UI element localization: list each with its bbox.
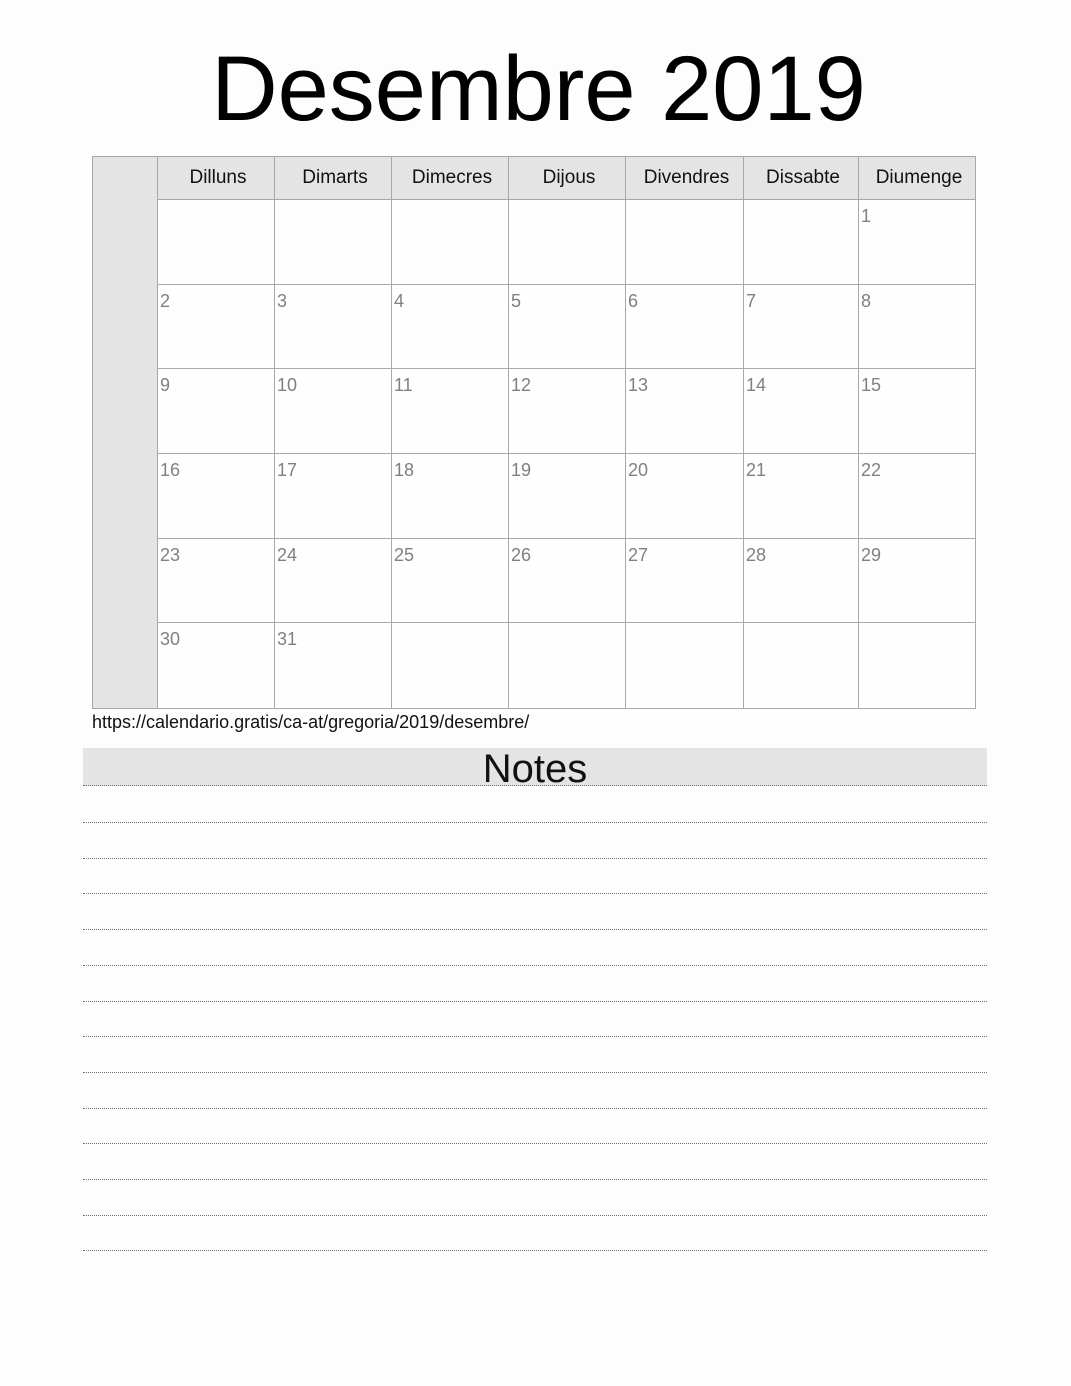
day-cell: 24 (275, 539, 392, 624)
note-line (83, 1001, 987, 1002)
day-cell: 22 (859, 454, 975, 539)
day-cell: 16 (158, 454, 275, 539)
note-line (83, 858, 987, 859)
day-cell: 14 (744, 369, 859, 454)
note-line (83, 965, 987, 966)
note-line (83, 822, 987, 823)
week-number-column (93, 157, 158, 708)
day-cell: 26 (509, 539, 626, 624)
source-url: https://calendario.gratis/ca-at/gregoria/2019/desembre/ (92, 712, 530, 732)
day-cell: 19 (509, 454, 626, 539)
day-cell (744, 200, 859, 285)
day-grid (158, 200, 975, 708)
day-cell: 2 (158, 285, 275, 370)
day-cell: 10 (275, 369, 392, 454)
day-cell: 4 (392, 285, 509, 370)
day-cell: 28 (744, 539, 859, 624)
weekday-thursday: Dijous (509, 157, 626, 199)
day-cell (158, 200, 275, 285)
day-cell (509, 200, 626, 285)
day-cell: 8 (859, 285, 975, 370)
day-cell (626, 200, 744, 285)
day-cell: 12 (509, 369, 626, 454)
month-calendar (92, 156, 976, 709)
day-cell: 11 (392, 369, 509, 454)
note-line (83, 1215, 987, 1216)
day-cell: 9 (158, 369, 275, 454)
day-cell: 17 (275, 454, 392, 539)
note-line (83, 1108, 987, 1109)
page-title: Desembre 2019 (211, 38, 866, 140)
note-line (83, 1143, 987, 1144)
day-cell: 18 (392, 454, 509, 539)
note-line (83, 1072, 987, 1073)
weekday-wednesday: Dimecres (392, 157, 509, 199)
day-cell: 5 (509, 285, 626, 370)
weekday-monday: Dilluns (158, 157, 275, 199)
note-line (83, 1179, 987, 1180)
day-cell: 3 (275, 285, 392, 370)
day-cell: 27 (626, 539, 744, 624)
day-cell: 21 (744, 454, 859, 539)
day-cell: 29 (859, 539, 975, 624)
day-cell: 23 (158, 539, 275, 624)
day-cell: 30 (158, 623, 275, 708)
day-cell: 20 (626, 454, 744, 539)
day-cell (275, 200, 392, 285)
day-cell: 31 (275, 623, 392, 708)
note-line (83, 929, 987, 930)
note-line (83, 1250, 987, 1251)
weekday-header-row (158, 157, 975, 200)
day-cell: 15 (859, 369, 975, 454)
note-line (83, 893, 987, 894)
notes-heading: Notes (83, 748, 987, 786)
weekday-tuesday: Dimarts (275, 157, 392, 199)
day-cell (744, 623, 859, 708)
day-cell (392, 200, 509, 285)
day-cell (859, 623, 975, 708)
day-cell (392, 623, 509, 708)
day-cell (626, 623, 744, 708)
day-cell: 1 (859, 200, 975, 285)
weekday-sunday: Diumenge (875, 167, 963, 188)
note-line (83, 1036, 987, 1037)
day-cell (509, 623, 626, 708)
weekday-friday: Divendres (626, 157, 744, 199)
day-cell: 7 (744, 285, 859, 370)
day-cell: 6 (626, 285, 744, 370)
weekday-saturday: Dissabte (744, 157, 859, 199)
day-cell: 25 (392, 539, 509, 624)
day-cell: 13 (626, 369, 744, 454)
